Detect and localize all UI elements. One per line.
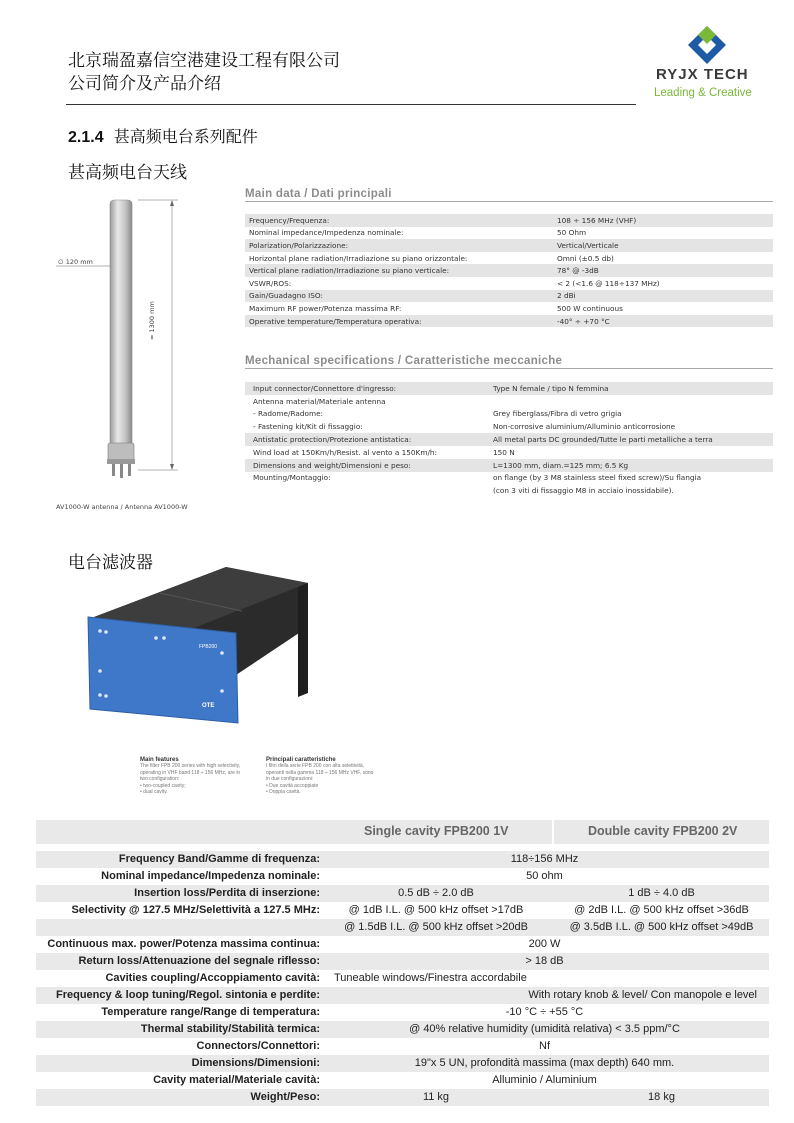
main-data-row (245, 227, 773, 240)
mech-spec-label: Antenna material/Materiale antenna (245, 395, 489, 408)
company-line-2: 公司简介及产品介绍 (68, 74, 221, 94)
main-data-row (245, 277, 773, 290)
antenna-illustration (50, 195, 230, 500)
mech-spec-row (245, 420, 773, 433)
filter-spec-label: Connectors/Connettori: (196, 1040, 320, 1052)
features-en (140, 757, 258, 796)
main-data-value: < 2 (<1.6 @ 118÷137 MHz) (553, 277, 773, 290)
main-data-label: Polarization/Polarizzazione: (245, 239, 553, 252)
filter-spec-row (36, 1038, 769, 1055)
filter-spec-value: 200 W (528, 938, 561, 950)
section-number: 2.1.4 (68, 129, 104, 146)
mech-spec-label: Mounting/Montaggio: (245, 472, 489, 485)
filter-spec-value-single: 0.5 dB ÷ 2.0 dB (398, 887, 474, 899)
main-data-row (245, 239, 773, 252)
filter-spec-label: Cavity material/Materiale cavità: (153, 1074, 320, 1086)
filter-spec-row (36, 970, 769, 987)
height-label: ≈ 1300 mm (148, 301, 156, 340)
filter-spec-value-double: 1 dB ÷ 4.0 dB (628, 887, 695, 899)
filter-spec-label: Cavities coupling/Accoppiamento cavità: (105, 972, 320, 984)
logo-name: RYJX TECH (656, 66, 749, 83)
main-data-value: 108 ÷ 156 MHz (VHF) (553, 214, 773, 227)
section-title (68, 124, 258, 147)
header-double-cavity: Double cavity FPB200 2V (588, 824, 738, 838)
filter-spec-row (36, 1021, 769, 1038)
main-data-value: 500 W continuous (553, 302, 773, 315)
mech-spec-value: Grey fiberglass/Fibra di vetro grigia (489, 408, 773, 421)
filter-spec-label: Frequency & loop tuning/Regol. sintonia e perdite: (55, 989, 320, 1001)
filter-spec-value-single: @ 1dB I.L. @ 500 kHz offset >17dB (348, 904, 524, 916)
filter-model-label: FPB200 (199, 644, 218, 650)
mech-spec-value (489, 395, 773, 408)
filter-spec-value-single: Tuneable windows/Finestra accordabile (334, 972, 527, 984)
filter-spec-row (36, 851, 769, 868)
logo-tagline: Leading & Creative (654, 87, 752, 99)
filter-spec-row (36, 1072, 769, 1089)
mech-spec-value: on flange (by 3 M8 stainless steel fixed screw)/Su flangia (489, 472, 773, 485)
filter-spec-label: Frequency Band/Gamme di frequenza: (118, 853, 320, 865)
main-data-row (245, 290, 773, 303)
filter-spec-value: 50 ohm (526, 870, 563, 882)
company-name (68, 50, 340, 96)
mech-spec-value: Non-corrosive aluminium/Alluminio anticorrosione (489, 420, 773, 433)
filter-spec-row (36, 953, 769, 970)
mech-spec-label (245, 484, 489, 497)
filter-spec-label: Weight/Peso: (250, 1091, 320, 1103)
main-data-label: Vertical plane radiation/Irradiazione su piano verticale: (245, 264, 553, 277)
feature-line: • two-coupled cavity; (140, 782, 186, 789)
filter-spec-label: Thermal stability/Stabilità termica: (140, 1023, 320, 1035)
filter-spec-value: -10 °C ÷ +55 °C (505, 1006, 584, 1018)
mech-spec-label: Wind load at 150Km/h/Resist. al vento a 150Km/h: (245, 446, 489, 459)
filter-spec-label: Continuous max. power/Potenza massima continua: (47, 938, 320, 950)
main-data-value: 2 dBi (553, 290, 773, 303)
filter-spec-value: Nf (539, 1040, 550, 1052)
filter-spec-label: Nominal impedance/Impedenza nominale: (101, 870, 320, 882)
filter-brand-label: OTE (202, 703, 215, 709)
filter-spec-value-double: With rotary knob & level/ Con manopole e level (528, 989, 757, 1001)
filter-spec-value-double: @ 3.5dB I.L. @ 500 kHz offset >49dB (569, 921, 754, 933)
mech-spec-row (245, 382, 773, 395)
features-it (266, 757, 390, 796)
main-data-label: Maximum RF power/Potenza massima RF: (245, 302, 553, 315)
header-single-cavity: Single cavity FPB200 1V (364, 824, 509, 838)
mech-spec-value: 150 N (489, 446, 773, 459)
feature-line: • Doppia cavità. (266, 789, 301, 795)
filter-spec-value: 19"x 5 UN, profondità massima (max depth) 640 mm. (414, 1057, 675, 1069)
filter-spec-row (36, 1089, 769, 1106)
filter-spec-row (36, 936, 769, 953)
mech-spec-table (245, 382, 773, 497)
filter-spec-table (36, 820, 769, 1106)
section-title-text: 甚高频电台系列配件 (113, 127, 258, 146)
features-en-text (140, 763, 258, 796)
filter-spec-row (36, 919, 769, 936)
filter-spec-row (36, 868, 769, 885)
mech-spec-value: Type N female / tipo N femmina (489, 382, 773, 395)
main-data-row (245, 214, 773, 227)
filter-spec-label: Insertion loss/Perdita di inserzione: (134, 887, 320, 899)
feature-line: The filter FPB 200 series with high selectivity, (140, 763, 241, 769)
filter-spec-row (36, 1055, 769, 1072)
ryjx-logo-icon (686, 24, 728, 66)
filter-spec-value-double: @ 2dB I.L. @ 500 kHz offset >36dB (574, 904, 749, 916)
filter-spec-label: Temperature range/Range di temperatura: (101, 1006, 320, 1018)
antenna-caption: AV1000-W antenna / Antenna AV1000-W (56, 503, 188, 511)
mech-spec-label: Dimensions and weight/Dimensioni e peso: (245, 459, 489, 472)
mech-spec-value: L=1300 mm, diam.=125 mm; 6.5 Kg (489, 459, 773, 472)
filter-illustration (86, 565, 316, 725)
main-data-value: -40° ÷ +70 °C (553, 315, 773, 328)
mech-spec-label: - Fastening kit/Kit di fissaggio: (245, 420, 489, 433)
mech-spec-row (245, 446, 773, 459)
mech-spec-label: Antistatic protection/Protezione antistatica: (245, 433, 489, 446)
filter-spec-header (36, 820, 769, 844)
filter-spec-label: Return loss/Attenuazione del segnale riflesso: (78, 955, 320, 967)
feature-line: operating in VHF band 118 ÷ 156 MHz, are in (140, 769, 241, 776)
main-data-row (245, 252, 773, 265)
main-data-label: Nominal impedance/Impedenza nominale: (245, 227, 553, 240)
feature-line: • dual cavity. (140, 789, 168, 795)
main-data-row (245, 302, 773, 315)
main-data-label: Gain/Guadagno ISO: (245, 290, 553, 303)
feature-line: operanti nella gamma 118 ÷ 156 MHz VHF, sono (266, 769, 374, 776)
main-data-table (245, 214, 773, 327)
mech-spec-row (245, 472, 773, 485)
filter-spec-value-single: @ 1.5dB I.L. @ 500 kHz offset >20dB (344, 921, 528, 933)
main-data-label: Frequency/Frequenza: (245, 214, 553, 227)
mech-spec-row (245, 484, 773, 497)
main-data-row (245, 315, 773, 328)
header-divider (66, 104, 636, 105)
feature-line: I filtri della serie FPB 200 con alta selettività, (266, 763, 365, 769)
mech-spec-row (245, 459, 773, 472)
filter-heading: 电台滤波器 (68, 553, 153, 573)
filter-spec-row (36, 902, 769, 919)
antenna-heading: 甚高频电台天线 (68, 163, 187, 183)
filter-spec-row (36, 885, 769, 902)
mech-spec-row (245, 408, 773, 421)
mech-spec-label: - Radome/Radome: (245, 408, 489, 421)
feature-line: two configuration: (140, 776, 180, 782)
filter-spec-value: @ 40% relative humidity (umidità relativa) < 3.5 ppm/°C (409, 1023, 680, 1035)
features-it-text (266, 763, 390, 796)
filter-spec-value-single: 11 kg (422, 1091, 450, 1103)
mech-spec-row (245, 433, 773, 446)
main-data-value: Vertical/Verticale (553, 239, 773, 252)
main-data-value: 50 Ohm (553, 227, 773, 240)
features-it-title: Principali caratteristiche (266, 757, 336, 763)
main-data-title: Main data / Dati principali (245, 188, 773, 202)
feature-line: in due configurazioni: (266, 776, 314, 782)
main-data-row (245, 264, 773, 277)
filter-spec-value: Alluminio / Aluminium (492, 1074, 597, 1086)
mech-spec-label: Input connector/Connettore d'ingresso: (245, 382, 489, 395)
main-data-value: 78° @ -3dB (553, 264, 773, 277)
company-line-1: 北京瑞盈嘉信空港建设工程有限公司 (68, 51, 340, 71)
mech-spec-row (245, 395, 773, 408)
main-data-label: VSWR/ROS: (245, 277, 553, 290)
filter-spec-value-double: 18 kg (648, 1091, 675, 1103)
main-data-label: Operative temperature/Temperatura operativa: (245, 315, 553, 328)
feature-line: • Due cavità accoppiate (266, 782, 319, 789)
diameter-label: ∅ 120 mm (58, 258, 93, 266)
filter-spec-row (36, 987, 769, 1004)
filter-spec-value: 118÷156 MHz (510, 853, 579, 865)
filter-spec-label: Selectivity @ 127.5 MHz/Selettività a 127.5 MHz: (71, 904, 320, 916)
main-data-label: Horizontal plane radiation/Irradiazione su piano orizzontale: (245, 252, 553, 265)
mech-spec-value: (con 3 viti di fissaggio M8 in acciaio inossidabile). (489, 484, 773, 497)
main-data-value: Omni (±0.5 db) (553, 252, 773, 265)
filter-spec-value: > 18 dB (525, 955, 564, 967)
features-en-title: Main features (140, 757, 179, 763)
mech-spec-value: All metal parts DC grounded/Tutte le parti metalliche a terra (489, 433, 773, 446)
filter-spec-row (36, 1004, 769, 1021)
filter-spec-label: Dimensions/Dimensioni: (191, 1057, 320, 1069)
mech-spec-title: Mechanical specifications / Caratteristiche meccaniche (245, 355, 773, 369)
